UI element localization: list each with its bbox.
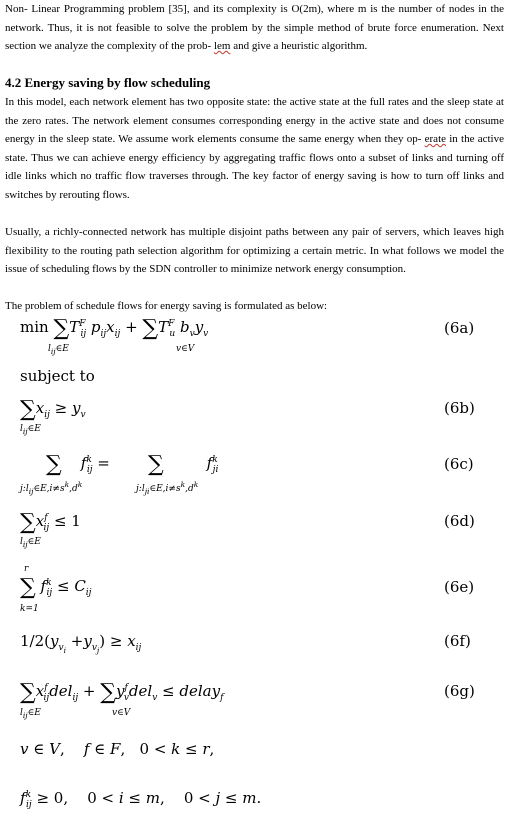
eq-6g-sum1-index: $l_{ij}\in E$ [20,708,41,720]
equation-6c: ∑ $f^k_{ij}$ = ∑ $f^k_{ji}$ [46,452,219,477]
eq-tag-6g: (6g) [444,682,475,700]
paragraph-formulation: The problem of schedule flows for energy saving is formulated as below: [5,300,328,312]
equation-6d: $\sum x^f_{ij} \le 1$ [20,510,81,535]
eq-6c-sum2-index: $j:l_{ji}\in E,i\ne s^k,d^k$ [136,480,199,496]
eq-6c-sum1-index: $j:l_{ij}\in E,i\ne s^k,d^k$ [20,480,83,496]
eq-tag-6d: (6d) [444,512,475,530]
equation-6e: ∑ $f^k_{ij} \le C_{ij}$ [20,575,92,600]
paragraph-model: In this model, each network element has two opposite state: the active state at the full rates and the sleep state at the zero rates. The network element consumes corresponding energy in the active state and does not consume energy in the sleep state. We assume work elements consume the same energy when they op- erate in the active state. Thus we can achieve energy efficiency by aggregating traffic flows onto a subset of links and turning off idle links which no traffic flow traverses through. The key factor of energy saving is how to turn off links and switches by rerouting flows. [5,96,504,201]
equation-6g: $\sum x^f_{ij}del_{ij} + \sum y^f_vdel_v$ ≤ delay$_f$ [20,680,224,705]
eq-6e-sum-lower: k=1 [20,604,39,614]
equation-6a: $\min \sum T^F_{ij}$ $p_{ij}x_{ij} + \sum T^F_u$ $b_vy_v$ [20,316,209,341]
eq-6a-sum1-index: $l_{ij}\in E$ [48,344,69,356]
eq-tag-6f: (6f) [444,632,471,650]
eq-6g-sum2-index: v∈V [112,708,131,718]
eq-6e-sum-upper: r [24,564,29,574]
eq-6b-sum-index: $l_{ij}\in E$ [20,424,41,436]
domain-constraint-2: $f^k_{ij} \ge 0$, 0 < i ≤ m, 0 < j ≤ m. [20,789,262,810]
paragraph-network: Usually, a richly-connected network has multiple disjoint paths between any pair of servers, which leaves high flexibility to the routing path selection algorithm for optimizing a certain metric. In what follows we model the issue of scheduling flows by the SDN controller to minimize network energy consumption. [5,226,504,276]
section-heading: 4.2 Energy saving by flow scheduling [5,75,211,90]
eq-6a-sum2-index: v∈V [176,344,195,354]
eq-tag-6c: (6c) [444,455,474,473]
typo-erate: erate [424,133,447,146]
equation-6b: $\sum x_{ij} \ge y_v$ [20,397,86,422]
paragraph-intro: Non- Linear Programming problem [35], and its complexity is O(2m), where m is the number of nodes in the network. Thus, it is not feasible to solve the problem by the simple method of brute force enumeration. Next section we analyze the complexity of the prob- lem and give a heuristic algorithm. [5,3,504,53]
domain-constraint-1: v ∈ V, f ∈ F, 0 < k ≤ r, [20,740,215,758]
eq-tag-6b: (6b) [444,399,475,417]
subject-to-label: subject to [20,367,95,385]
eq-tag-6a: (6a) [444,319,475,337]
typo-lem: lem [213,40,231,53]
eq-6d-sum-index: $l_{ij}\in E$ [20,537,41,549]
eq-tag-6e: (6e) [444,578,475,596]
equation-6f: $1/2(y_{v_i} +y_{v_j}) \ge x_{ij}$ [20,632,142,655]
